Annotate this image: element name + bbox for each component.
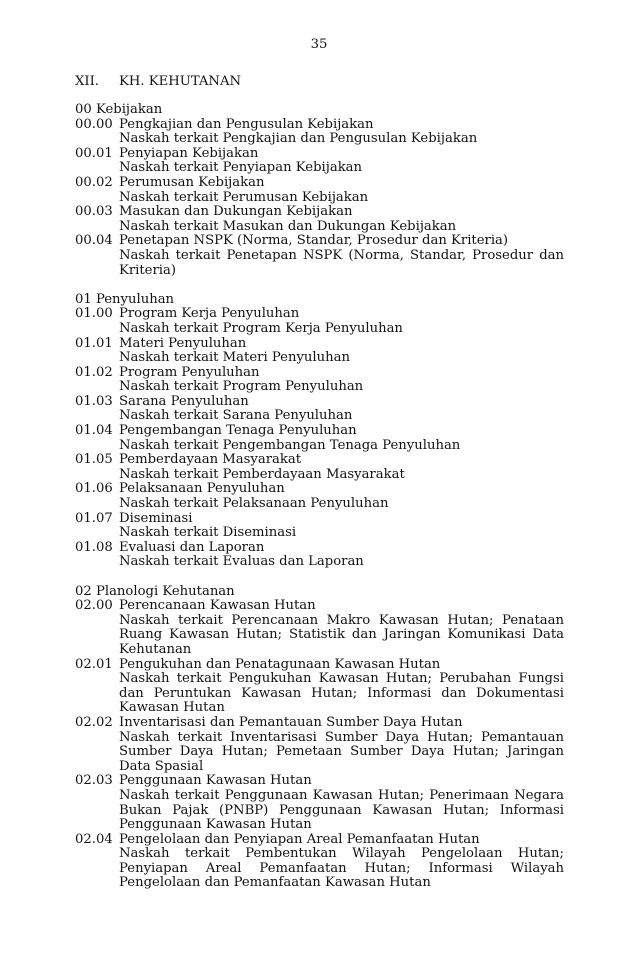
classification-entry (75, 512, 564, 541)
classification-entry (75, 395, 564, 424)
entry-description: Naskah terkait Pemberdayaan Masyarakat (119, 466, 405, 482)
entry-code: 01.01 (75, 335, 113, 351)
entry-body (119, 658, 564, 716)
section (75, 585, 564, 891)
entry-name: Penetapan NSPK (Norma, Standar, Prosedur dan Kriteria) (119, 233, 509, 249)
entry-body (119, 307, 564, 336)
entry-body (119, 395, 564, 424)
entry-code: 00.04 (75, 233, 113, 249)
entry-name: Penggunaan Kawasan Hutan (119, 773, 312, 789)
section-title: 01 Penyuluhan (75, 291, 175, 307)
entry-description: Naskah terkait Evaluas dan Laporan (119, 554, 364, 570)
entry-name: Materi Penyuluhan (119, 335, 247, 351)
entry-code: 00.01 (75, 145, 113, 161)
entry-description: Naskah terkait Program Penyuluhan (119, 379, 364, 395)
entry-body (119, 599, 564, 657)
entry-body (119, 453, 564, 482)
entry-code: 01.02 (75, 364, 113, 380)
section (75, 293, 564, 570)
classification-entry (75, 234, 564, 278)
classification-entry (75, 176, 564, 205)
entry-description: Naskah terkait Pengkajian dan Pengusulan Kebijakan (119, 131, 478, 147)
classification-entry (75, 205, 564, 234)
entry-body (119, 541, 564, 570)
entry-code: 01.06 (75, 481, 113, 497)
classification-entry (75, 337, 564, 366)
entry-name: Pemberdayaan Masyarakat (119, 452, 302, 468)
entry-code: 00.00 (75, 116, 113, 132)
entry-name: Pelaksanaan Penyuluhan (119, 481, 285, 497)
section-title: 00 Kebijakan (75, 102, 163, 117)
entry-body (119, 774, 564, 832)
classification-entry (75, 716, 564, 774)
entry-code: 01.08 (75, 539, 113, 555)
classification-entry (75, 453, 564, 482)
entry-code: 02.02 (75, 714, 113, 730)
chapter-number: XII. (75, 74, 99, 89)
classification-entry (75, 147, 564, 176)
entry-code: 02.03 (75, 773, 113, 789)
entry-code: 01.05 (75, 452, 113, 468)
section-title: 02 Planologi Kehutanan (75, 583, 235, 599)
entry-description: Naskah terkait Materi Penyuluhan (119, 350, 350, 366)
entry-name: Pengkajian dan Pengusulan Kebijakan (119, 116, 374, 132)
entry-code: 01.03 (75, 393, 113, 409)
entry-body (119, 337, 564, 366)
entry-description: Naskah terkait Inventarisasi Sumber Daya Hutan; Pemantauan Sumber Daya Hutan; Pemetaan Sumber Daya Hutan; Jaringan Data Spasial (119, 729, 564, 774)
entry-name: Pengembangan Tenaga Penyuluhan (119, 423, 357, 439)
classification-list (75, 103, 564, 906)
entry-body (119, 118, 564, 147)
entry-code: 01.07 (75, 510, 113, 526)
entry-code: 01.04 (75, 423, 113, 439)
entry-name: Diseminasi (119, 510, 193, 526)
entry-body (119, 234, 564, 278)
entry-name: Penyiapan Kebijakan (119, 145, 259, 161)
entry-body (119, 716, 564, 774)
entry-name: Perencanaan Kawasan Hutan (119, 598, 316, 614)
entry-code: 02.01 (75, 656, 113, 672)
entry-body (119, 147, 564, 176)
entry-body (119, 833, 564, 891)
entry-body (119, 205, 564, 234)
entry-description: Naskah terkait Program Kerja Penyuluhan (119, 320, 403, 336)
entry-code: 01.00 (75, 306, 113, 322)
classification-entry (75, 541, 564, 570)
classification-entry (75, 482, 564, 511)
entry-description: Naskah terkait Diseminasi (119, 525, 297, 541)
entry-code: 02.04 (75, 831, 113, 847)
entry-name: Sarana Penyuluhan (119, 393, 249, 409)
chapter-title: KH. KEHUTANAN (119, 74, 242, 89)
entry-description: Naskah terkait Pengukuhan Kawasan Hutan; Perubahan Fungsi dan Peruntukan Kawasan Hutan; Informasi dan Dokumentasi Kawasan Hutan (119, 671, 564, 716)
entry-name: Pengukuhan dan Penatagunaan Kawasan Hutan (119, 656, 441, 672)
entry-name: Program Penyuluhan (119, 364, 260, 380)
entry-body (119, 424, 564, 453)
classification-entry (75, 833, 564, 891)
entry-description: Naskah terkait Sarana Penyuluhan (119, 408, 353, 424)
entry-description: Naskah terkait Pembentukan Wilayah Pengelolaan Hutan; Penyiapan Areal Pemanfaatan Hutan; Informasi Wilayah Pengelolaan dan Pemanfaatan Kawasan Hutan (119, 846, 564, 891)
entry-body (119, 512, 564, 541)
entry-description: Naskah terkait Penetapan NSPK (Norma, Standar, Prosedur dan Kriteria) (119, 247, 564, 278)
entry-description: Naskah terkait Pengembangan Tenaga Penyuluhan (119, 437, 461, 453)
entry-description: Naskah terkait Masukan dan Dukungan Kebijakan (119, 218, 457, 234)
entry-name: Masukan dan Dukungan Kebijakan (119, 204, 353, 220)
classification-entry (75, 424, 564, 453)
classification-entry (75, 307, 564, 336)
entry-name: Pengelolaan dan Penyiapan Areal Pemanfaatan Hutan (119, 831, 480, 847)
entry-body (119, 366, 564, 395)
entry-description: Naskah terkait Penggunaan Kawasan Hutan; Penerimaan Negara Bukan Pajak (PNBP) Penggunaan Kawasan Hutan; Informasi Penggunaan Kawasan Hutan (119, 787, 564, 833)
entry-description: Naskah terkait Pelaksanaan Penyuluhan (119, 496, 389, 512)
entry-description: Naskah terkait Perencanaan Makro Kawasan Hutan; Penataan Ruang Kawasan Hutan; Statistik dan Jaringan Komunikasi Data Kehutanan (119, 612, 564, 657)
entry-body (119, 482, 564, 511)
entry-body (119, 176, 564, 205)
classification-entry (75, 599, 564, 657)
entry-name: Evaluasi dan Laporan (119, 539, 265, 555)
entry-code: 02.00 (75, 598, 113, 614)
entry-name: Inventarisasi dan Pemantauan Sumber Daya Hutan (119, 714, 463, 730)
chapter-heading (75, 73, 241, 91)
entry-name: Perumusan Kebijakan (119, 174, 265, 190)
page-number: 35 (310, 37, 328, 52)
entry-description: Naskah terkait Perumusan Kebijakan (119, 189, 369, 205)
classification-entry (75, 658, 564, 716)
section (75, 103, 564, 278)
entry-code: 00.02 (75, 174, 113, 190)
entry-name: Program Kerja Penyuluhan (119, 306, 300, 322)
classification-entry (75, 774, 564, 832)
entry-code: 00.03 (75, 204, 113, 220)
entry-description: Naskah terkait Penyiapan Kebijakan (119, 160, 363, 176)
classification-entry (75, 366, 564, 395)
classification-entry (75, 118, 564, 147)
